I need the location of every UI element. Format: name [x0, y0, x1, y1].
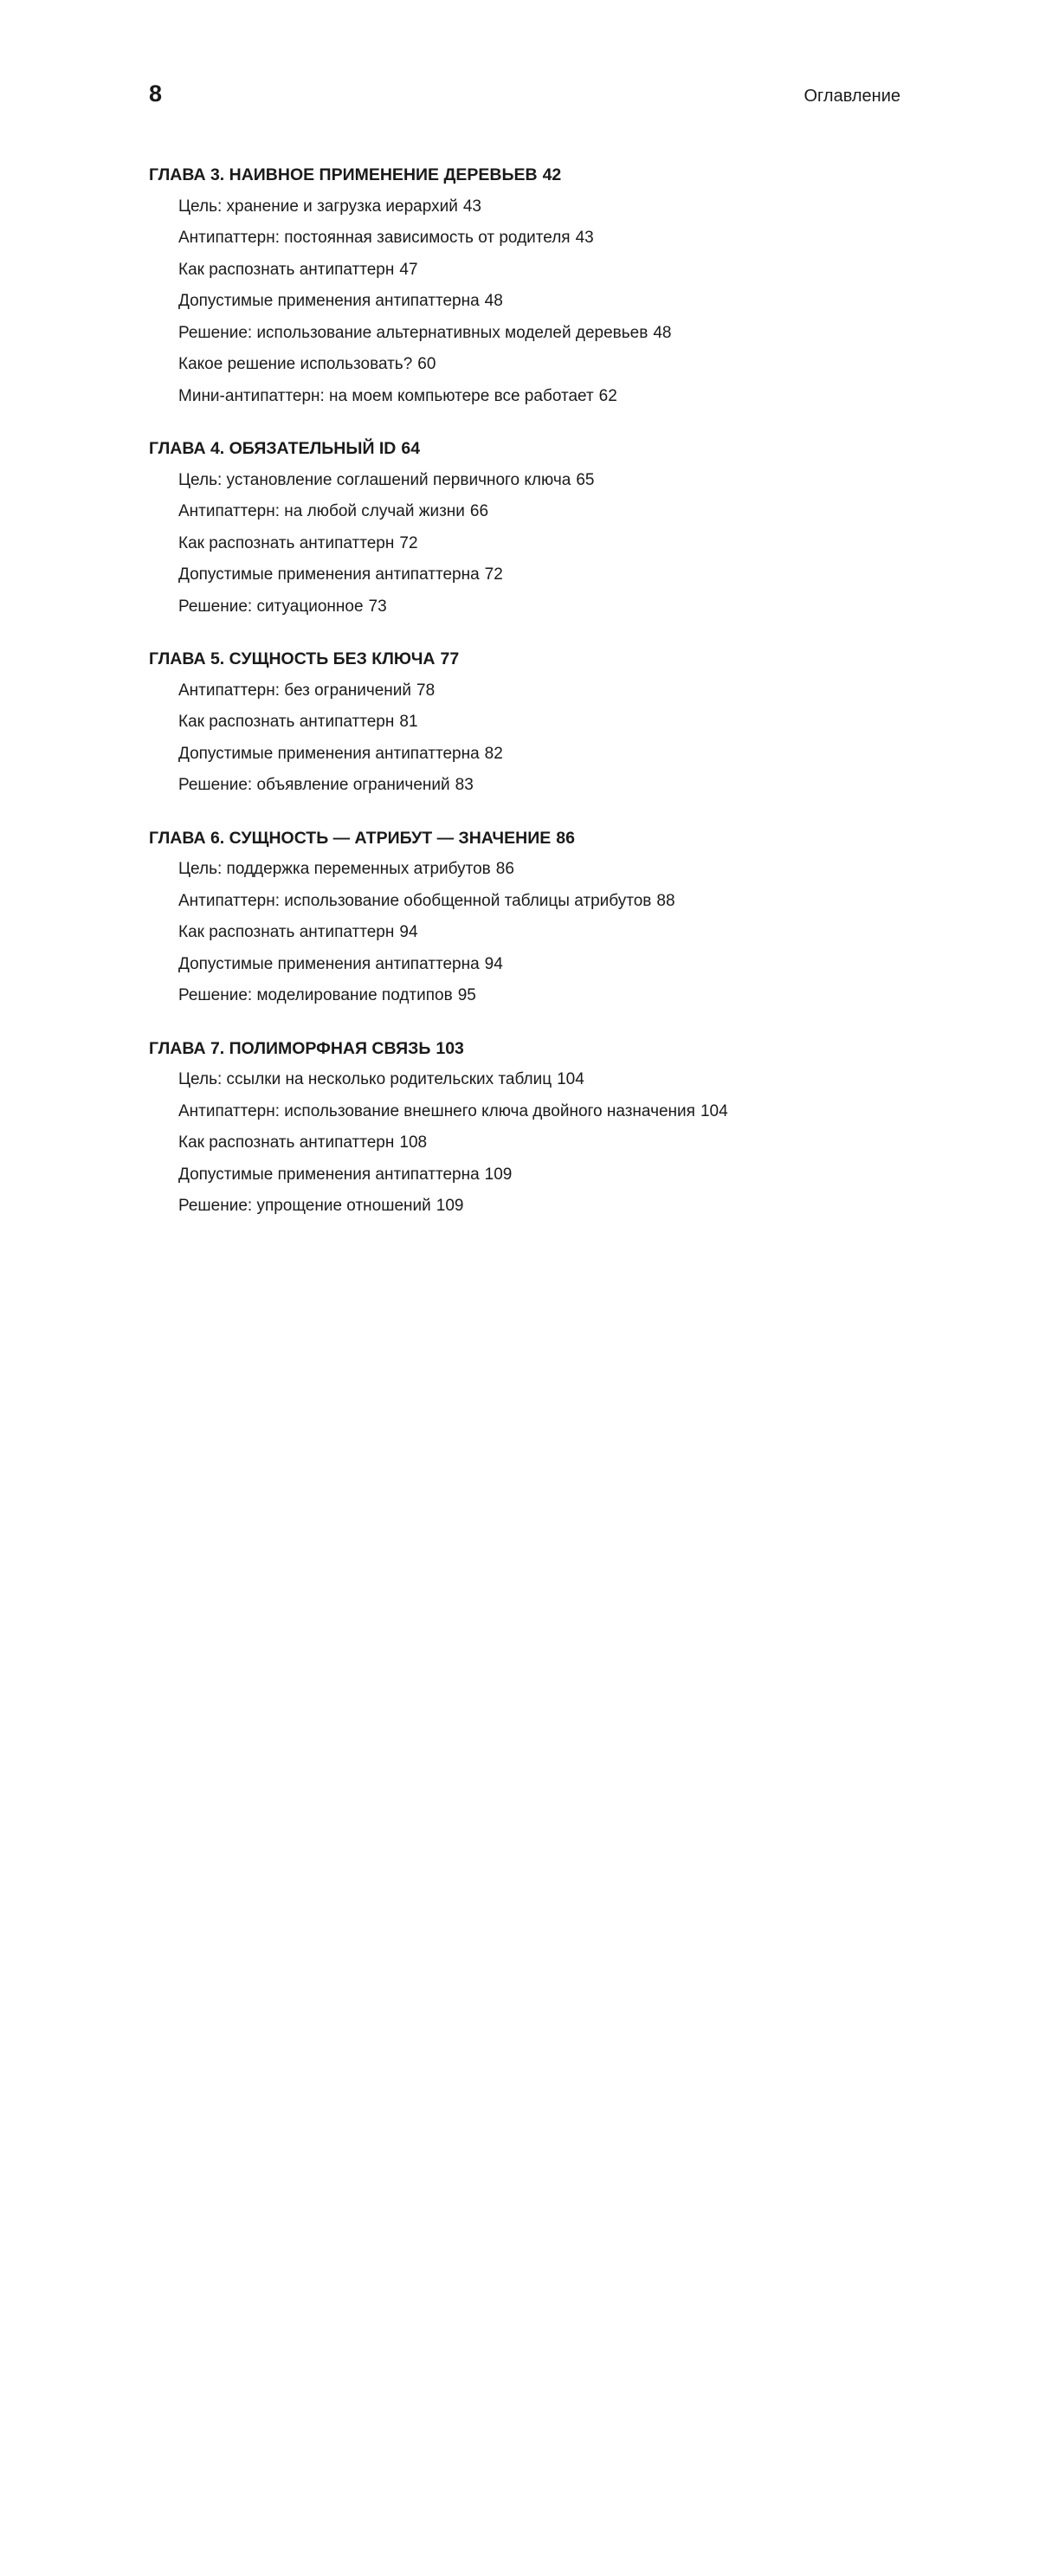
section-page-number: 73 [368, 597, 387, 616]
section-page-number: 88 [656, 891, 675, 910]
section-page-number: 83 [455, 776, 474, 794]
chapter-page-number: 42 [542, 165, 562, 184]
chapter-page-number: 77 [440, 649, 460, 668]
section-entry[interactable] [149, 1127, 900, 1159]
section-title: Антипаттерн: использование обобщенной таблицы атрибутов [178, 891, 652, 910]
section-title: Какое решение использовать? [178, 355, 413, 373]
chapter-block [149, 1033, 900, 1223]
section-title: Антипаттерн: постоянная зависимость от родителя [178, 229, 571, 247]
section-entry[interactable] [149, 349, 900, 381]
section-title: Мини-антипаттерн: на моем компьютере все работает [178, 386, 594, 405]
section-entry[interactable] [149, 854, 900, 886]
section-title: Допустимые применения антипаттерна [178, 292, 480, 310]
section-page-number: 94 [484, 954, 503, 973]
section-page-number: 48 [653, 323, 672, 342]
chapter-block [149, 433, 900, 623]
section-title: Антипаттерн: без ограничений [178, 681, 412, 700]
section-title: Цель: установление соглашений первичного ключа [178, 470, 571, 489]
chapter-title: ГЛАВА 4. ОБЯЗАТЕЛЬНЫЙ ID [149, 439, 397, 458]
section-title: Как распознать антипаттерн [178, 533, 395, 552]
section-page-number: 82 [484, 744, 503, 763]
section-page-number: 60 [417, 355, 436, 373]
section-page-number: 95 [457, 986, 476, 1004]
chapter-title-entry[interactable] [149, 159, 900, 191]
section-title: Антипаттерн: использование внешнего ключа двойного назначения [178, 1101, 695, 1120]
section-entry[interactable] [149, 591, 900, 623]
section-entry[interactable] [149, 191, 900, 223]
table-of-contents [149, 159, 900, 1243]
section-title: Как распознать антипаттерн [178, 260, 395, 279]
chapter-title: ГЛАВА 5. СУЩНОСТЬ БЕЗ КЛЮЧА [149, 649, 436, 668]
section-title: Как распознать антипаттерн [178, 713, 395, 731]
section-page-number: 78 [416, 681, 436, 700]
section-page-number: 62 [598, 386, 617, 405]
chapter-title: ГЛАВА 7. ПОЛИМОРФНАЯ СВЯЗЬ [149, 1038, 431, 1058]
section-title: Допустимые применения антипаттерна [178, 744, 480, 763]
section-page-number: 86 [495, 860, 514, 878]
chapter-page-number: 103 [436, 1038, 464, 1058]
section-page-number: 66 [469, 502, 489, 520]
section-title: Допустимые применения антипаттерна [178, 565, 480, 584]
section-title: Как распознать антипаттерн [178, 923, 395, 941]
chapter-title: ГЛАВА 6. СУЩНОСТЬ — АТРИБУТ — ЗНАЧЕНИЕ [149, 828, 552, 848]
section-title: Цель: ссылки на несколько родительских таблиц [178, 1070, 552, 1088]
section-entry[interactable] [149, 949, 900, 981]
section-page-number: 81 [399, 713, 418, 731]
section-entry[interactable] [149, 559, 900, 591]
page-number: 8 [149, 81, 163, 107]
section-page-number: 47 [399, 260, 418, 279]
section-entry[interactable] [149, 528, 900, 560]
section-page-number: 108 [399, 1133, 428, 1152]
section-entry[interactable] [149, 739, 900, 771]
section-title: Допустимые применения антипаттерна [178, 1165, 480, 1184]
section-page-number: 109 [436, 1197, 464, 1215]
section-title: Цель: поддержка переменных атрибутов [178, 860, 491, 878]
section-entry[interactable] [149, 286, 900, 318]
chapter-page-number: 86 [556, 828, 575, 848]
section-page-number: 72 [484, 565, 503, 584]
section-page-number: 72 [399, 533, 418, 552]
section-entry[interactable] [149, 917, 900, 949]
section-page-number: 48 [484, 292, 503, 310]
section-entry[interactable] [149, 770, 900, 802]
section-title: Решение: ситуационное [178, 597, 364, 616]
section-page-number: 43 [575, 229, 594, 247]
section-title: Решение: объявление ограничений [178, 776, 450, 794]
section-page-number: 94 [399, 923, 418, 941]
section-title: Антипаттерн: на любой случай жизни [178, 502, 465, 520]
section-entry[interactable] [149, 255, 900, 287]
running-title: Оглавление [803, 87, 900, 106]
section-entry[interactable] [149, 496, 900, 528]
section-page-number: 43 [462, 197, 481, 216]
section-page-number: 104 [700, 1101, 728, 1120]
section-entry[interactable] [149, 980, 900, 1012]
section-entry[interactable] [149, 1191, 900, 1223]
chapter-title: ГЛАВА 3. НАИВНОЕ ПРИМЕНЕНИЕ ДЕРЕВЬЕВ [149, 165, 538, 184]
chapter-title-entry[interactable] [149, 643, 900, 675]
section-title: Цель: хранение и загрузка иерархий [178, 197, 458, 216]
section-page-number: 65 [576, 470, 595, 489]
section-title: Решение: моделирование подтипов [178, 986, 453, 1004]
section-entry[interactable] [149, 707, 900, 739]
chapter-page-number: 64 [401, 439, 421, 458]
section-page-number: 104 [557, 1070, 584, 1088]
section-page-number: 109 [484, 1165, 513, 1184]
section-title: Допустимые применения антипаттерна [178, 954, 480, 973]
section-entry[interactable] [149, 1159, 900, 1191]
chapter-block [149, 159, 900, 412]
section-title: Решение: использование альтернативных моделей деревьев [178, 323, 649, 342]
section-title: Как распознать антипаттерн [178, 1133, 395, 1152]
section-entry[interactable] [149, 675, 900, 707]
chapter-title-entry[interactable] [149, 433, 900, 465]
chapter-title-entry[interactable] [149, 1033, 900, 1065]
section-title: Решение: упрощение отношений [178, 1197, 431, 1215]
chapter-block [149, 643, 900, 802]
